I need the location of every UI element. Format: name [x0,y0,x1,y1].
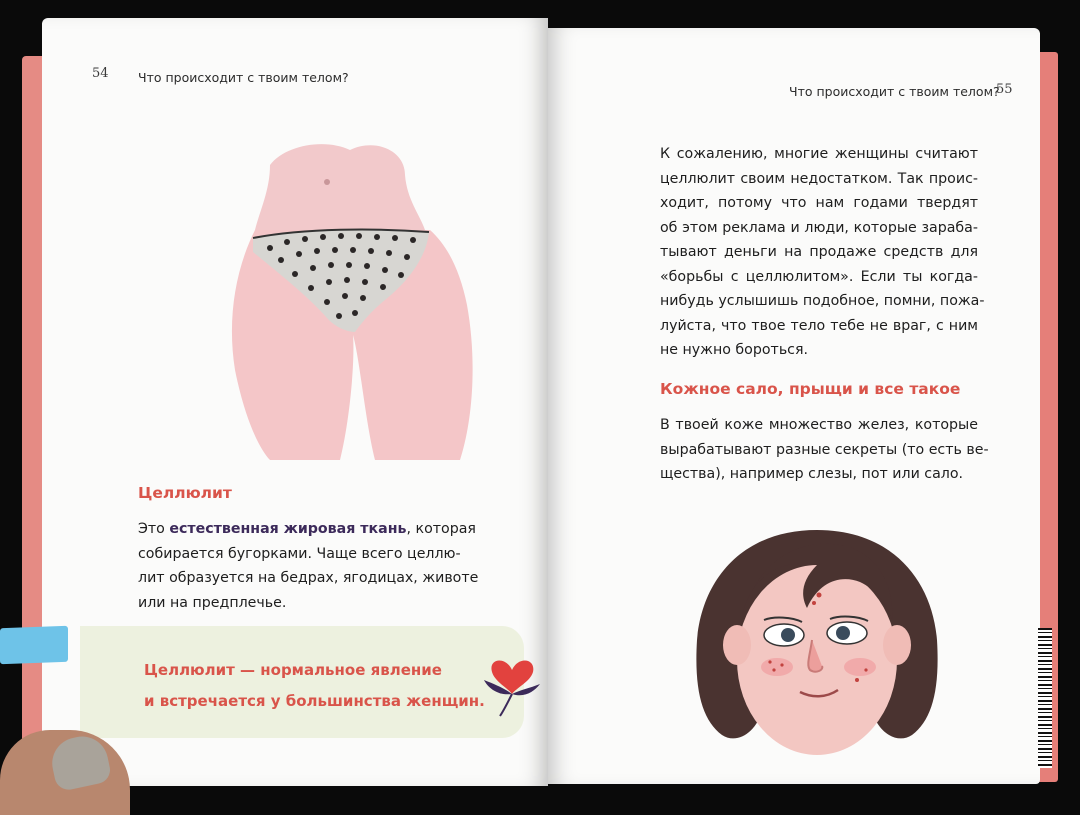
paragraph-line: об этом реклама и люди, которые зараба- [660,219,978,236]
paragraph-line: щества), например слезы, пот или сало. [660,466,964,482]
paragraph-line: ходит, потому что нам годами твердят [660,195,978,211]
hips-illustration [215,120,485,470]
right-page-number: 55 [996,82,1013,97]
text-run: Это [138,521,165,537]
paragraph-line: «борьбы с целлюлитом». Если ты когда- [660,268,978,285]
paragraph-line: целлюлит своим недостатком. Так проис- [660,170,978,187]
cellulite-stigma-paragraph [660,142,985,363]
paragraph-line: тывают деньги на продаже средств для [660,244,978,260]
paragraph-line: не нужно бороться. [660,342,809,358]
section-heading-skin-oil: Кожное сало, прыщи и все такое [660,380,961,398]
girl-face-illustration [682,520,952,770]
paragraph-line: или на предплечье. [138,594,287,611]
callout-line: Целлюлит — нормальное явление [144,661,442,679]
paragraph-line: собирается бугорками. Чаще всего целлю- [138,545,461,562]
heart-flower-icon [478,640,548,720]
section-heading-cellulite: Целлюлит [138,484,232,502]
paragraph-line [138,517,474,542]
cellulite-paragraph [138,517,479,615]
paragraph-line: вырабатывают разные секреты (то есть ве- [660,441,989,458]
callout-text [144,655,485,717]
left-page-number: 54 [92,66,109,81]
bold-term: естественная жировая ткань [169,521,407,537]
text-run: , которая [406,521,476,537]
left-running-head: Что происходит с твоим телом? [138,70,349,85]
paragraph-line: лит образуется на бедрах, ягодицах, животе [138,570,479,586]
callout-line: и встречается у большинства женщин. [144,692,485,710]
paragraph-line: В твоей коже множество желез, которые [660,417,978,433]
barcode-strip [1038,628,1052,768]
skin-glands-paragraph [660,413,989,487]
paragraph-line: К сожалению, многие женщины считают [660,146,978,162]
paragraph-line: луйста, что твое тело тебе не враг, с ним [660,317,978,334]
right-running-head: Что происходит с твоим телом? [789,84,1000,99]
paragraph-line: нибудь услышишь подобное, помни, пожа- [660,293,985,309]
bookmark-tab [0,626,68,664]
